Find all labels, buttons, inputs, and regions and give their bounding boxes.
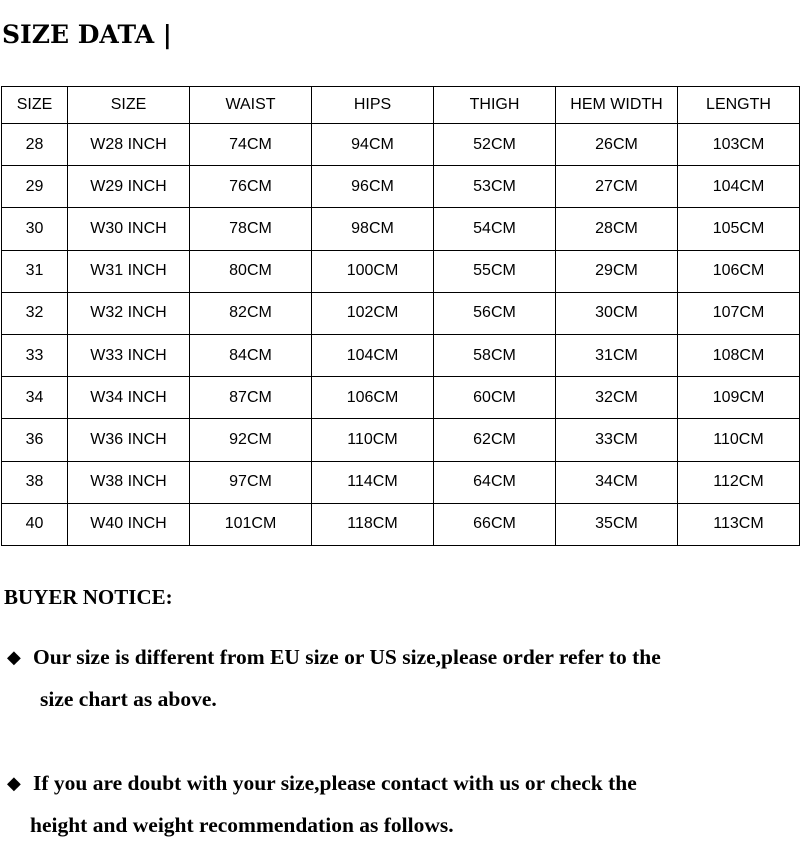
cell-waist: 87CM <box>190 377 312 419</box>
header-thigh: THIGH <box>434 87 556 124</box>
cell-size-number: 28 <box>2 124 68 166</box>
cell-hem-width: 32CM <box>556 377 678 419</box>
diamond-bullet-icon: ◆ <box>7 773 21 793</box>
cell-size-number: 29 <box>2 166 68 208</box>
cell-hips: 106CM <box>312 377 434 419</box>
cell-hips: 104CM <box>312 334 434 376</box>
cell-hips: 102CM <box>312 292 434 334</box>
cell-thigh: 53CM <box>434 166 556 208</box>
cell-waist: 97CM <box>190 461 312 503</box>
cell-size-inch: W34 INCH <box>68 377 190 419</box>
cell-thigh: 55CM <box>434 250 556 292</box>
cell-thigh: 54CM <box>434 208 556 250</box>
table-row <box>2 292 800 334</box>
cell-hem-width: 26CM <box>556 124 678 166</box>
cell-waist: 80CM <box>190 250 312 292</box>
cell-hem-width: 29CM <box>556 250 678 292</box>
cell-hips: 114CM <box>312 461 434 503</box>
header-hips: HIPS <box>312 87 434 124</box>
cell-length: 108CM <box>678 334 800 376</box>
buyer-notice-heading: BUYER NOTICE: <box>4 585 173 609</box>
cell-hips: 118CM <box>312 503 434 545</box>
cell-hem-width: 30CM <box>556 292 678 334</box>
cell-length: 112CM <box>678 461 800 503</box>
table-row <box>2 503 800 545</box>
cell-waist: 92CM <box>190 419 312 461</box>
cell-waist: 82CM <box>190 292 312 334</box>
table-row <box>2 377 800 419</box>
table-row <box>2 461 800 503</box>
cell-hips: 98CM <box>312 208 434 250</box>
cell-size-number: 34 <box>2 377 68 419</box>
header-length: LENGTH <box>678 87 800 124</box>
cell-thigh: 56CM <box>434 292 556 334</box>
cell-size-number: 33 <box>2 334 68 376</box>
cell-size-inch: W40 INCH <box>68 503 190 545</box>
cell-hips: 110CM <box>312 419 434 461</box>
cell-thigh: 58CM <box>434 334 556 376</box>
cell-hips: 100CM <box>312 250 434 292</box>
cell-thigh: 52CM <box>434 124 556 166</box>
table-row <box>2 250 800 292</box>
cell-length: 107CM <box>678 292 800 334</box>
table-row <box>2 208 800 250</box>
table-row <box>2 334 800 376</box>
header-hem-width: HEM WIDTH <box>556 87 678 124</box>
notice-item-text: Our size is different from EU size or US size,please order refer to the <box>33 645 661 669</box>
notice-item-1-line-2: size chart as above. <box>40 687 217 711</box>
cell-size-number: 30 <box>2 208 68 250</box>
cell-length: 106CM <box>678 250 800 292</box>
cell-hips: 94CM <box>312 124 434 166</box>
page-title: SIZE DATA | <box>2 20 172 49</box>
cell-size-inch: W32 INCH <box>68 292 190 334</box>
table-header-row <box>2 87 800 124</box>
table-row <box>2 166 800 208</box>
cell-size-number: 31 <box>2 250 68 292</box>
table-row <box>2 419 800 461</box>
notice-item-2-line-1 <box>7 771 637 796</box>
table-row <box>2 124 800 166</box>
cell-length: 113CM <box>678 503 800 545</box>
header-size-inch: SIZE <box>68 87 190 124</box>
cell-size-inch: W36 INCH <box>68 419 190 461</box>
cell-waist: 74CM <box>190 124 312 166</box>
cell-size-number: 40 <box>2 503 68 545</box>
header-waist: WAIST <box>190 87 312 124</box>
cell-thigh: 60CM <box>434 377 556 419</box>
cell-size-number: 36 <box>2 419 68 461</box>
cell-hem-width: 28CM <box>556 208 678 250</box>
cell-waist: 101CM <box>190 503 312 545</box>
notice-item-1-line-1 <box>7 645 661 670</box>
cell-length: 109CM <box>678 377 800 419</box>
cell-hem-width: 33CM <box>556 419 678 461</box>
cell-thigh: 62CM <box>434 419 556 461</box>
notice-item-2-line-2: height and weight recommendation as follows. <box>30 813 454 837</box>
diamond-bullet-icon: ◆ <box>7 647 21 667</box>
cell-hem-width: 27CM <box>556 166 678 208</box>
cell-size-number: 38 <box>2 461 68 503</box>
cell-length: 103CM <box>678 124 800 166</box>
size-chart-table <box>1 86 800 546</box>
cell-length: 110CM <box>678 419 800 461</box>
cell-size-number: 32 <box>2 292 68 334</box>
cell-length: 104CM <box>678 166 800 208</box>
cell-hips: 96CM <box>312 166 434 208</box>
cell-size-inch: W29 INCH <box>68 166 190 208</box>
cell-hem-width: 31CM <box>556 334 678 376</box>
cell-thigh: 64CM <box>434 461 556 503</box>
cell-size-inch: W38 INCH <box>68 461 190 503</box>
notice-item-text: If you are doubt with your size,please contact with us or check the <box>33 771 637 795</box>
header-size-number: SIZE <box>2 87 68 124</box>
cell-size-inch: W33 INCH <box>68 334 190 376</box>
cell-length: 105CM <box>678 208 800 250</box>
cell-waist: 76CM <box>190 166 312 208</box>
cell-thigh: 66CM <box>434 503 556 545</box>
cell-size-inch: W31 INCH <box>68 250 190 292</box>
cell-size-inch: W30 INCH <box>68 208 190 250</box>
cell-waist: 78CM <box>190 208 312 250</box>
cell-waist: 84CM <box>190 334 312 376</box>
cell-size-inch: W28 INCH <box>68 124 190 166</box>
cell-hem-width: 35CM <box>556 503 678 545</box>
cell-hem-width: 34CM <box>556 461 678 503</box>
